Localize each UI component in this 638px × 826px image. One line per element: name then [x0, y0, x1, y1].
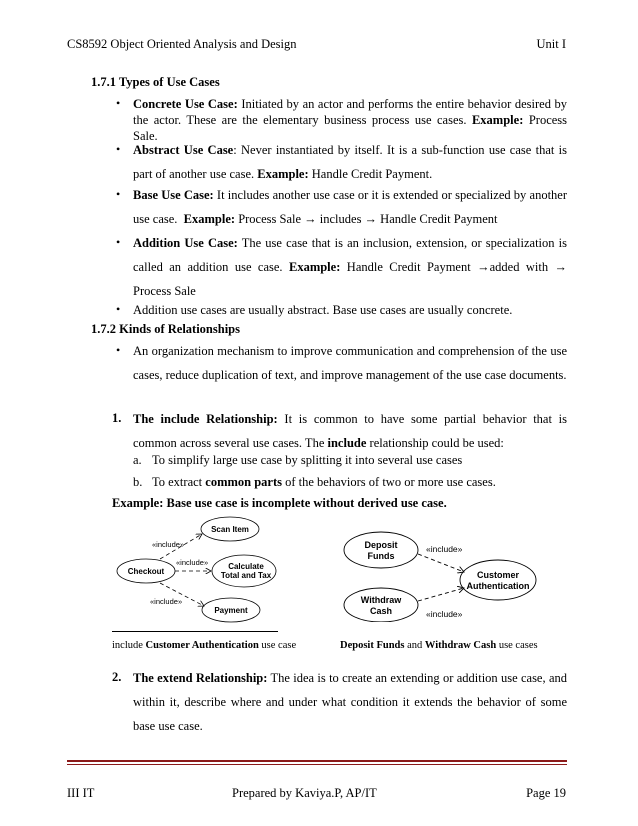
- text: Sale.: [133, 129, 158, 143]
- payment-label: Payment: [214, 606, 248, 615]
- bullet-icon: •: [116, 142, 121, 156]
- text: It is common to have some partial behavior that is: [284, 412, 567, 426]
- bold-phrase: Withdraw Cash: [424, 640, 497, 651]
- bold-phrase: common parts: [205, 475, 282, 489]
- text: An organization mechanism to improve communication and comprehension of the: [133, 344, 547, 358]
- scan-item-label: Scan Item: [211, 525, 249, 534]
- header-course: CS8592 Object Oriented Analysis and Design: [67, 37, 297, 51]
- footer-left: III IT: [67, 786, 95, 800]
- calculate-label-2: Total and Tax: [220, 571, 272, 580]
- footer-page: Page 19: [526, 786, 566, 800]
- sub-b-text: [152, 475, 496, 490]
- customer-auth-ellipse: [460, 560, 536, 600]
- bullet-icon: •: [116, 187, 121, 201]
- bold-phrase: Deposit Funds: [340, 640, 405, 651]
- example-text: Process: [528, 113, 568, 127]
- include-label: «include»: [152, 540, 185, 549]
- example-label: Example:: [471, 113, 524, 127]
- example-text: Handle Credit Payment.: [311, 167, 433, 181]
- text: The use case that is an inclusion, extension, or specialization is: [241, 236, 567, 250]
- customer-label-2: Authentication: [466, 581, 530, 591]
- text: the actor. These are the elementary business process use cases.: [133, 113, 467, 127]
- example-text: Process Sale → includes → Handle Credit Payment: [238, 212, 498, 226]
- text: another use case.: [133, 188, 567, 226]
- deposit-label-2: Funds: [367, 551, 395, 561]
- text: common across several use cases. The: [133, 436, 325, 450]
- text: use cases, reduce duplication of text, and improve management of the use case: [133, 344, 568, 382]
- example-text: Handle Credit Payment →added with →: [346, 260, 568, 274]
- bullet-concrete: [133, 96, 567, 144]
- deposit-label: Deposit: [364, 540, 398, 550]
- include-label: «include»: [426, 544, 463, 554]
- checkout-diagram: [112, 512, 302, 624]
- extend-relationship-para: [133, 666, 567, 738]
- text: relationship could be used:: [369, 436, 504, 450]
- example-label: Example:: [288, 260, 341, 274]
- atm-diagram: [338, 528, 538, 622]
- text: use case: [261, 640, 297, 651]
- term: The include Relationship:: [133, 412, 278, 426]
- text: and within it, describe where and under what condition it extends the behavior of: [133, 671, 567, 709]
- include-relationship-para: [133, 407, 567, 455]
- text: of the behaviors of two or more use cases.: [285, 475, 496, 489]
- deposit-ellipse: [344, 532, 418, 568]
- term: The extend Relationship:: [133, 671, 268, 685]
- footer-center: Prepared by Kaviya.P, AP/IT: [232, 786, 377, 800]
- section-title-relationships: 1.7.2 Kinds of Relationships: [91, 322, 240, 336]
- text: some base use case.: [133, 695, 568, 733]
- caption-divider: [112, 631, 278, 632]
- header-unit: Unit I: [536, 37, 566, 51]
- term: Addition Use Case:: [133, 236, 238, 250]
- example-heading: Example: Base use case is incomplete without derived use case.: [112, 496, 447, 510]
- withdraw-ellipse: [344, 588, 418, 622]
- bold-word: include: [327, 436, 367, 450]
- include-label: «include»: [176, 558, 209, 567]
- text: include: [112, 640, 143, 651]
- withdraw-label: Withdraw: [360, 595, 402, 605]
- bullet-abstract: [133, 138, 567, 186]
- example-label: Example:: [257, 167, 309, 181]
- text: documents.: [509, 368, 567, 382]
- sub-a-text: To simplify large use case by splitting it into several use cases: [152, 453, 463, 467]
- example-label: Example:: [183, 212, 236, 226]
- withdraw-label-2: Cash: [369, 606, 393, 616]
- bullet-icon: •: [116, 343, 121, 357]
- text: The idea is to create an extending or addition use case,: [270, 671, 546, 685]
- include-label: «include»: [426, 609, 463, 619]
- include-label: «include»: [150, 597, 183, 606]
- sub-b-label: b.: [133, 475, 143, 489]
- text: Initiated by an actor and performs the entire behavior desired by: [241, 97, 568, 111]
- customer-label: Customer: [476, 570, 520, 580]
- text: use cases: [498, 640, 538, 651]
- term: Base Use Case:: [133, 188, 214, 202]
- text: Process Sale: [133, 284, 196, 298]
- text: part of another use case.: [133, 167, 255, 181]
- item-number: 2.: [112, 670, 122, 684]
- bullet-note: Addition use cases are usually abstract. Base use cases are usually concrete.: [133, 303, 513, 317]
- text: : Never instantiated by itself. It is a sub-function use case that is: [233, 143, 567, 157]
- bold-phrase: Customer Authentication: [145, 640, 259, 651]
- include-arrow-deposit: [418, 554, 464, 572]
- section-title-types: 1.7.1 Types of Use Cases: [91, 75, 220, 89]
- footer-rule-thin: [67, 764, 567, 765]
- text: and: [407, 640, 423, 651]
- checkout-label: Checkout: [127, 567, 165, 576]
- text: It includes another use case or it is extended or specialized by: [216, 188, 527, 202]
- calculate-label: Calculate: [228, 562, 264, 571]
- text: To extract: [152, 475, 203, 489]
- bullet-icon: •: [116, 235, 121, 249]
- bullet-addition: [133, 231, 567, 303]
- bullet-icon: •: [116, 96, 121, 110]
- caption-left: [112, 640, 296, 651]
- term: Abstract Use Case: [133, 143, 234, 157]
- bullet-organization: [133, 339, 567, 387]
- include-arrow-withdraw: [418, 588, 464, 601]
- sub-a-label: a.: [133, 453, 142, 467]
- footer-rule: [67, 760, 567, 762]
- item-number: 1.: [112, 411, 122, 425]
- text: called an addition use case.: [133, 260, 283, 274]
- bullet-base: [133, 183, 567, 231]
- term: Concrete Use Case:: [133, 97, 238, 111]
- caption-right: [340, 640, 538, 651]
- bullet-icon: •: [116, 302, 121, 316]
